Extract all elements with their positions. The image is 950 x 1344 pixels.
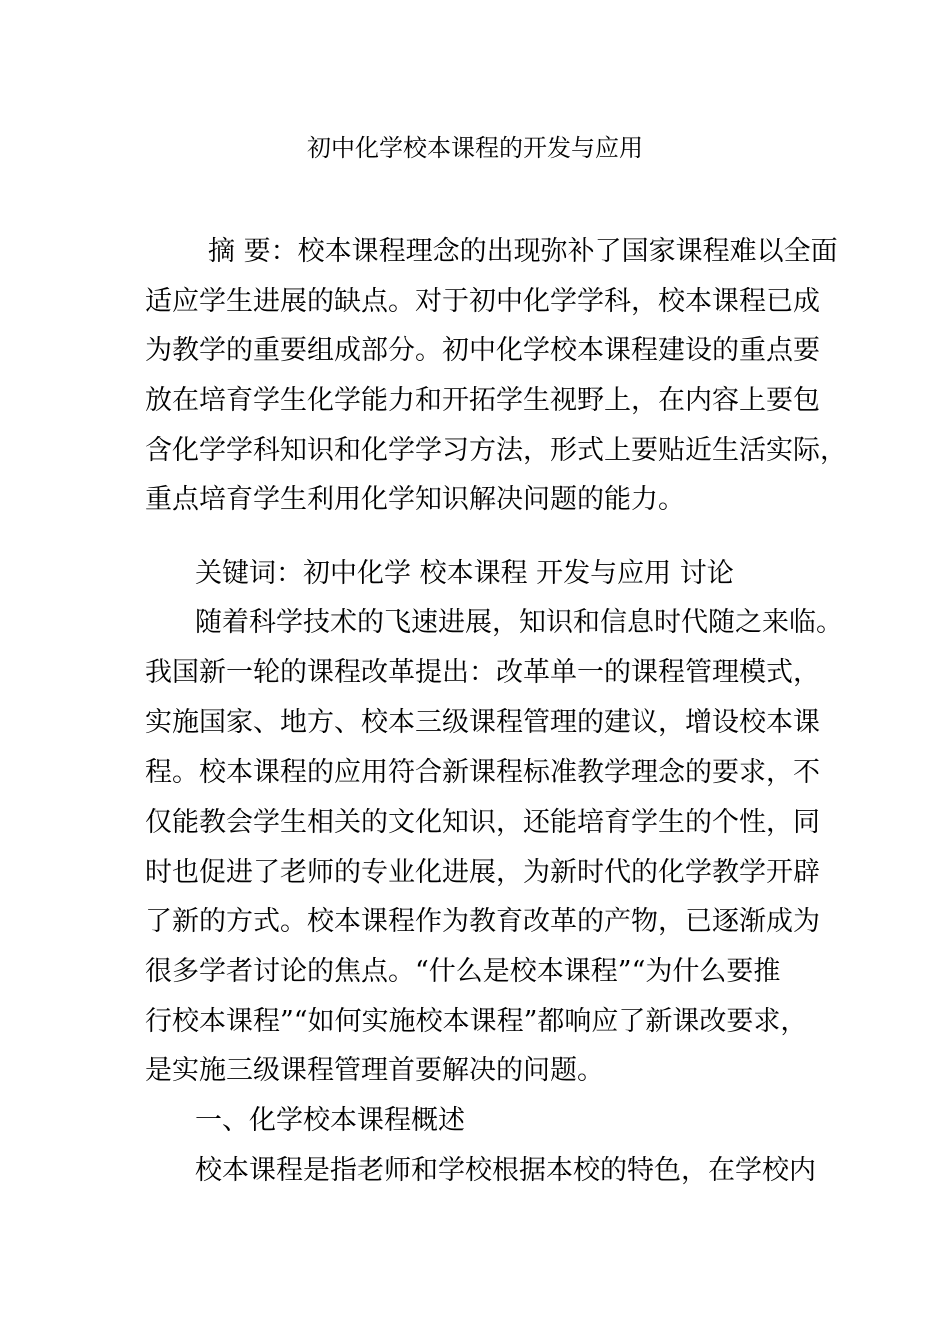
body-line-9: 行校本课程”“如何实施校本课程”都响应了新课改要求， [145,1006,808,1037]
abstract-line-4: 放在培育学生化学能力和开拓学生视野上，在内容上要包 [145,385,820,416]
abstract-line-1: 摘 要：校本课程理念的出现弥补了国家课程难以全面 [208,236,838,267]
abstract-line-6: 重点培育学生利用化学知识解决问题的能力。 [145,484,685,515]
section-heading: 一、化学校本课程概述 [195,1105,465,1136]
section-body-line-1: 校本课程是指老师和学校根据本校的特色，在学校内 [195,1155,816,1186]
body-line-3: 实施国家、地方、校本三级课程管理的建议，增设校本课 [145,707,820,738]
body-line-2: 我国新一轮的课程改革提出：改革单一的课程管理模式， [145,657,820,688]
document-title: 初中化学校本课程的开发与应用 [307,134,643,162]
body-line-8: 很多学者讨论的焦点。“什么是校本课程”“为什么要推 [145,956,781,987]
body-line-10: 是实施三级课程管理首要解决的问题。 [145,1055,604,1086]
keywords-line: 关键词：初中化学 校本课程 开发与应用 讨论 [195,558,734,589]
body-line-4: 程。校本课程的应用符合新课程标准教学理念的要求，不 [145,757,820,788]
abstract-line-5: 含化学学科知识和化学学习方法，形式上要贴近生活实际， [145,435,847,466]
abstract-line-3: 为教学的重要组成部分。初中化学校本课程建设的重点要 [145,335,820,366]
body-line-7: 了新的方式。校本课程作为教育改革的产物，已逐渐成为 [145,906,820,937]
abstract-line-2: 适应学生进展的缺点。对于初中化学学科，校本课程已成 [145,286,820,317]
body-line-1: 随着科学技术的飞速进展，知识和信息时代随之来临。 [195,607,843,638]
body-line-5: 仅能教会学生相关的文化知识，还能培育学生的个性，同 [145,807,820,838]
body-line-6: 时也促进了老师的专业化进展，为新时代的化学教学开辟 [145,857,820,888]
